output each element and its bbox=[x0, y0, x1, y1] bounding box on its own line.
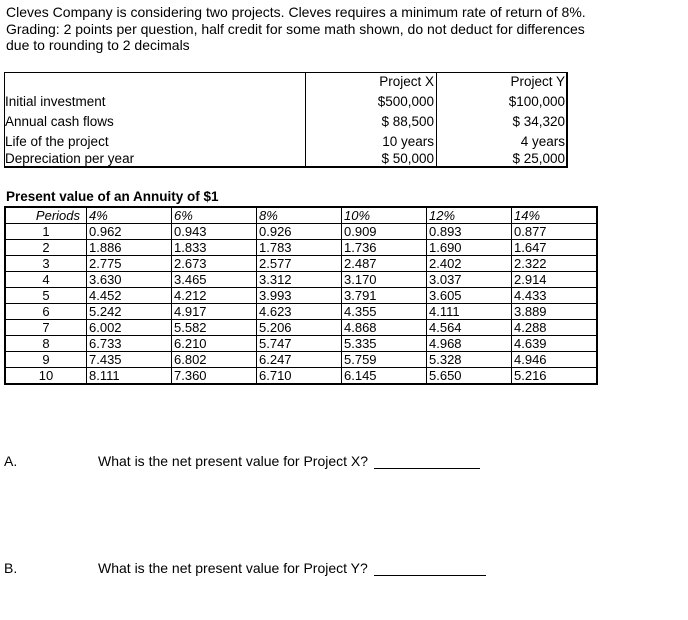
factor-cell: 6.802 bbox=[172, 352, 257, 368]
factor-cell: 2.487 bbox=[342, 256, 427, 272]
factor-cell: 8.111 bbox=[87, 368, 172, 385]
project-x-header: Project X bbox=[379, 74, 434, 89]
period-cell: 1 bbox=[5, 224, 87, 240]
projects-divider-left bbox=[305, 73, 306, 167]
projects-divider-right bbox=[566, 73, 567, 167]
factor-cell: 6.145 bbox=[342, 368, 427, 385]
annuity-row bbox=[5, 352, 597, 368]
factor-cell: 3.791 bbox=[342, 288, 427, 304]
factor-cell: 0.962 bbox=[87, 224, 172, 240]
factor-cell: 0.943 bbox=[172, 224, 257, 240]
project-life-label: Life of the project bbox=[5, 134, 109, 149]
question-a-letter: A. bbox=[4, 453, 18, 469]
factor-cell: 4.433 bbox=[512, 288, 598, 304]
factor-cell: 4.868 bbox=[342, 320, 427, 336]
instructions-line-1: Cleves Company is considering two projects. Cleves requires a minimum rate of return of 8%. bbox=[6, 4, 586, 20]
factor-cell: 4.917 bbox=[172, 304, 257, 320]
period-cell: 6 bbox=[5, 304, 87, 320]
rate-header: 4% bbox=[87, 207, 172, 224]
factor-cell: 4.639 bbox=[512, 336, 598, 352]
factor-cell: 4.946 bbox=[512, 352, 598, 368]
question-a bbox=[98, 453, 480, 469]
factor-cell: 1.647 bbox=[512, 240, 598, 256]
period-cell: 4 bbox=[5, 272, 87, 288]
rate-header: 10% bbox=[342, 207, 427, 224]
depreciation-label: Depreciation per year bbox=[5, 151, 135, 166]
annuity-table-title: Present value of an Annuity of $1 bbox=[6, 189, 219, 204]
factor-cell: 3.889 bbox=[512, 304, 598, 320]
factor-cell: 5.216 bbox=[512, 368, 598, 385]
factor-cell: 4.564 bbox=[427, 320, 512, 336]
instructions-line-3: due to rounding to 2 decimals bbox=[6, 37, 190, 53]
factor-cell: 3.605 bbox=[427, 288, 512, 304]
annuity-row bbox=[5, 288, 597, 304]
factor-cell: 0.893 bbox=[427, 224, 512, 240]
project-y-header: Project Y bbox=[510, 74, 565, 89]
factor-cell: 2.914 bbox=[512, 272, 598, 288]
factor-cell: 5.747 bbox=[257, 336, 342, 352]
annuity-row bbox=[5, 240, 597, 256]
factor-cell: 4.212 bbox=[172, 288, 257, 304]
factor-cell: 4.452 bbox=[87, 288, 172, 304]
period-cell: 10 bbox=[5, 368, 87, 385]
projects-divider-mid bbox=[436, 73, 437, 167]
factor-cell: 0.877 bbox=[512, 224, 598, 240]
annuity-row bbox=[5, 368, 597, 385]
period-cell: 9 bbox=[5, 352, 87, 368]
annual-cash-flows-y: $ 34,320 bbox=[512, 114, 565, 129]
factor-cell: 6.710 bbox=[257, 368, 342, 385]
question-b-letter: B. bbox=[4, 560, 18, 576]
factor-cell: 3.630 bbox=[87, 272, 172, 288]
instructions bbox=[6, 4, 682, 54]
factor-cell: 5.206 bbox=[257, 320, 342, 336]
factor-cell: 6.247 bbox=[257, 352, 342, 368]
period-cell: 5 bbox=[5, 288, 87, 304]
periods-header: Periods bbox=[5, 207, 87, 224]
factor-cell: 3.465 bbox=[172, 272, 257, 288]
factor-cell: 2.322 bbox=[512, 256, 598, 272]
factor-cell: 0.926 bbox=[257, 224, 342, 240]
factor-cell: 7.435 bbox=[87, 352, 172, 368]
factor-cell: 4.623 bbox=[257, 304, 342, 320]
factor-cell: 2.402 bbox=[427, 256, 512, 272]
rate-header: 6% bbox=[172, 207, 257, 224]
factor-cell: 6.733 bbox=[87, 336, 172, 352]
annuity-table bbox=[4, 206, 598, 385]
rate-header: 8% bbox=[257, 207, 342, 224]
project-life-x: 10 years bbox=[382, 134, 434, 149]
factor-cell: 2.673 bbox=[172, 256, 257, 272]
annuity-row bbox=[5, 256, 597, 272]
rate-header: 12% bbox=[427, 207, 512, 224]
factor-cell: 7.360 bbox=[172, 368, 257, 385]
period-cell: 8 bbox=[5, 336, 87, 352]
factor-cell: 4.355 bbox=[342, 304, 427, 320]
factor-cell: 4.111 bbox=[427, 304, 512, 320]
factor-cell: 5.242 bbox=[87, 304, 172, 320]
annuity-row bbox=[5, 224, 597, 240]
factor-cell: 0.909 bbox=[342, 224, 427, 240]
annuity-header-row bbox=[5, 207, 597, 224]
factor-cell: 3.312 bbox=[257, 272, 342, 288]
period-cell: 3 bbox=[5, 256, 87, 272]
period-cell: 2 bbox=[5, 240, 87, 256]
factor-cell: 5.759 bbox=[342, 352, 427, 368]
factor-cell: 1.736 bbox=[342, 240, 427, 256]
projects-bottom-rule bbox=[5, 166, 567, 168]
factor-cell: 1.783 bbox=[257, 240, 342, 256]
factor-cell: 4.288 bbox=[512, 320, 598, 336]
factor-cell: 3.993 bbox=[257, 288, 342, 304]
period-cell: 7 bbox=[5, 320, 87, 336]
factor-cell: 5.328 bbox=[427, 352, 512, 368]
factor-cell: 2.775 bbox=[87, 256, 172, 272]
annuity-row bbox=[5, 304, 597, 320]
factor-cell: 1.690 bbox=[427, 240, 512, 256]
annuity-row bbox=[5, 272, 597, 288]
factor-cell: 3.170 bbox=[342, 272, 427, 288]
annual-cash-flows-x: $ 88,500 bbox=[381, 114, 434, 129]
initial-investment-label: Initial investment bbox=[5, 94, 106, 109]
annuity-row bbox=[5, 336, 597, 352]
initial-investment-x: $500,000 bbox=[377, 94, 434, 109]
factor-cell: 5.335 bbox=[342, 336, 427, 352]
question-b-answer-blank[interactable] bbox=[374, 563, 486, 576]
factor-cell: 2.577 bbox=[257, 256, 342, 272]
rate-header: 14% bbox=[512, 207, 598, 224]
annual-cash-flows-label: Annual cash flows bbox=[5, 114, 114, 129]
depreciation-y: $ 25,000 bbox=[512, 151, 565, 166]
annuity-row bbox=[5, 320, 597, 336]
question-b bbox=[98, 560, 486, 576]
factor-cell: 4.968 bbox=[427, 336, 512, 352]
factor-cell: 6.002 bbox=[87, 320, 172, 336]
question-a-answer-blank[interactable] bbox=[374, 456, 480, 469]
depreciation-x: $ 50,000 bbox=[381, 151, 434, 166]
factor-cell: 1.833 bbox=[172, 240, 257, 256]
initial-investment-y: $100,000 bbox=[508, 94, 565, 109]
projects-table bbox=[4, 72, 568, 168]
project-life-y: 4 years bbox=[520, 134, 565, 149]
question-a-text: What is the net present value for Project X? bbox=[98, 453, 369, 469]
question-b-text: What is the net present value for Project Y? bbox=[98, 560, 368, 576]
factor-cell: 1.886 bbox=[87, 240, 172, 256]
factor-cell: 5.650 bbox=[427, 368, 512, 385]
factor-cell: 6.210 bbox=[172, 336, 257, 352]
factor-cell: 3.037 bbox=[427, 272, 512, 288]
instructions-line-2: Grading: 2 points per question, half credit for some math shown, do not deduct for differences bbox=[6, 20, 585, 37]
factor-cell: 5.582 bbox=[172, 320, 257, 336]
